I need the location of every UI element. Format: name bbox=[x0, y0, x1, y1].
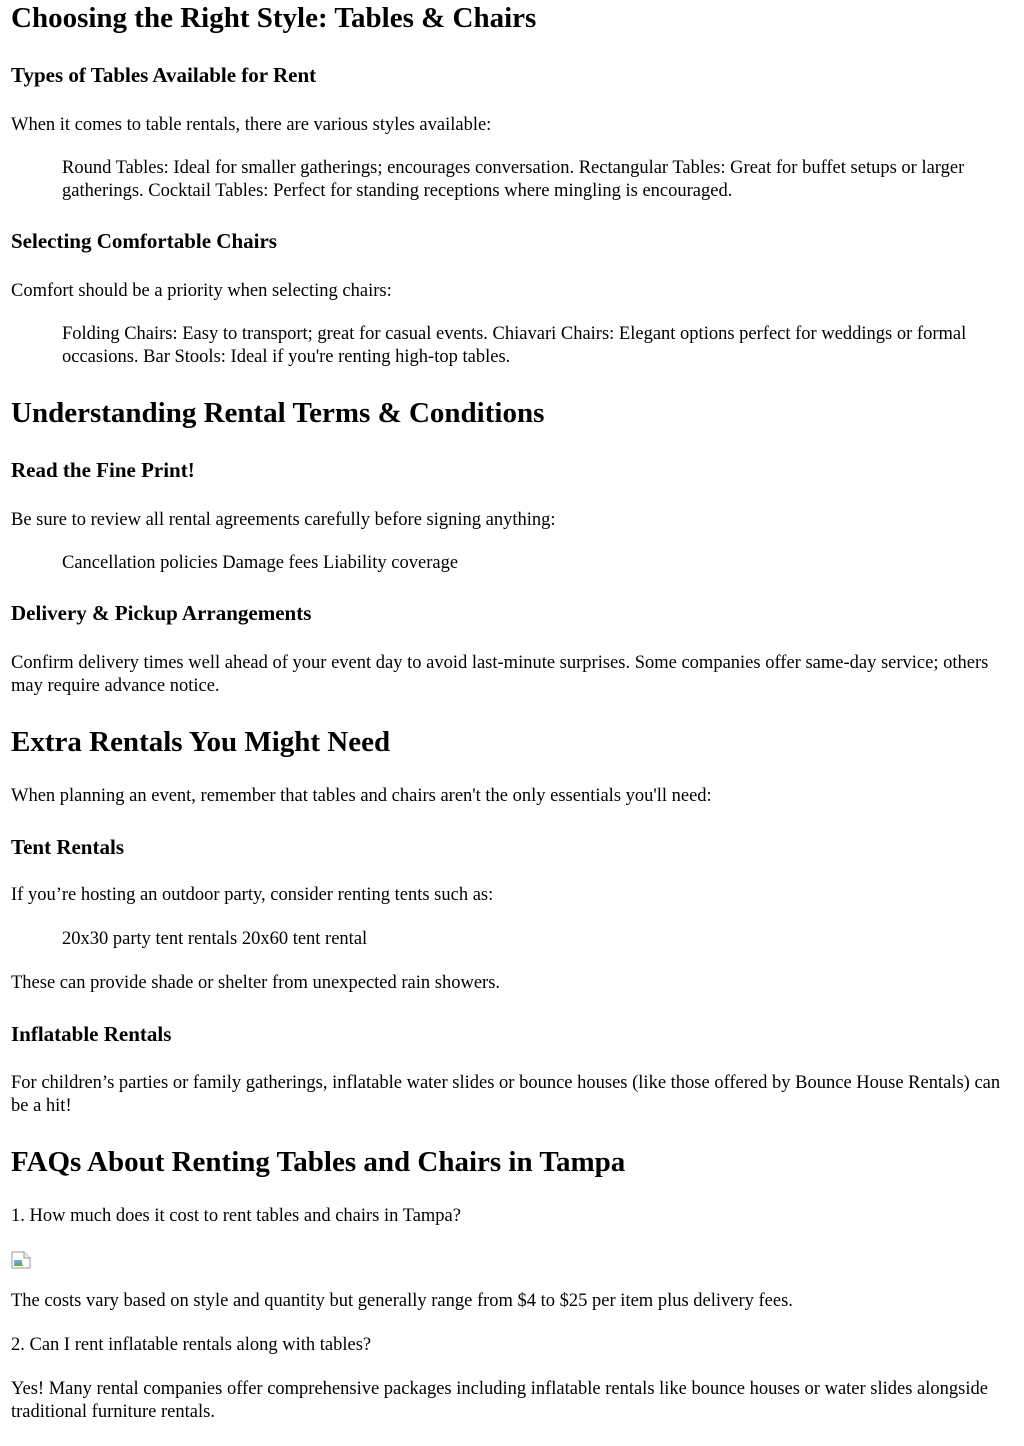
section-heading-extra-rentals: Extra Rentals You Might Need bbox=[11, 726, 391, 758]
section-heading-faqs: FAQs About Renting Tables and Chairs in Tampa bbox=[11, 1146, 626, 1178]
subheading-delivery-pickup: Delivery & Pickup Arrangements bbox=[11, 601, 312, 625]
tables-intro-text: When it comes to table rentals, there are various styles available: bbox=[11, 115, 492, 135]
tent-outro-text: These can provide shade or shelter from unexpected rain showers. bbox=[11, 973, 501, 993]
extra-rentals-intro-text: When planning an event, remember that tables and chairs aren't the only essentials you'll need: bbox=[11, 786, 712, 806]
subheading-fine-print: Read the Fine Print! bbox=[11, 458, 195, 482]
section-heading-rental-terms: Understanding Rental Terms & Conditions bbox=[11, 397, 545, 429]
fine-print-intro-text: Be sure to review all rental agreements carefully before signing anything: bbox=[11, 510, 556, 530]
broken-image-icon bbox=[11, 1251, 31, 1269]
faq-question-2: 2. Can I rent inflatable rentals along with tables? bbox=[11, 1335, 372, 1355]
tables-list-text: Round Tables: Ideal for smaller gatherings; encourages conversation. Rectangular Tables: Great for buffet setups or larger gatherings. Cocktail Tables: Perfect for standing receptions where mingling is encouraged. bbox=[62, 158, 965, 201]
tent-intro-text: If you’re hosting an outdoor party, consider renting tents such as: bbox=[11, 885, 494, 905]
section-heading-choosing-style: Choosing the Right Style: Tables & Chairs bbox=[11, 2, 537, 34]
subheading-comfortable-chairs: Selecting Comfortable Chairs bbox=[11, 229, 277, 253]
faq-answer-2: Yes! Many rental companies offer comprehensive packages including inflatable rentals like bounce houses or water slides alongside traditional furniture rentals. bbox=[11, 1379, 988, 1422]
chairs-list-text: Folding Chairs: Easy to transport; great for casual events. Chiavari Chairs: Elegant options perfect for weddings or formal occasions. Bar Stools: Ideal if you're renting high-top tables. bbox=[62, 324, 967, 367]
subheading-tent-rentals: Tent Rentals bbox=[11, 835, 124, 859]
faq-question-1: 1. How much does it cost to rent tables and chairs in Tampa? bbox=[11, 1206, 461, 1226]
subheading-inflatable-rentals: Inflatable Rentals bbox=[11, 1022, 172, 1046]
tent-list-text: 20x30 party tent rentals 20x60 tent rental bbox=[62, 929, 368, 949]
chairs-intro-text: Comfort should be a priority when selecting chairs: bbox=[11, 281, 392, 301]
delivery-body-text: Confirm delivery times well ahead of your event day to avoid last-minute surprises. Some companies offer same-day service; others may require advance notice. bbox=[11, 653, 989, 696]
inflatable-body-text: For children’s parties or family gatherings, inflatable water slides or bounce houses (like those offered by Bounce House Rentals) can be a hit! bbox=[11, 1073, 1001, 1116]
fine-print-list-text: Cancellation policies Damage fees Liability coverage bbox=[62, 553, 459, 573]
subheading-types-of-tables: Types of Tables Available for Rent bbox=[11, 63, 317, 87]
faq-answer-1: The costs vary based on style and quantity but generally range from $4 to $25 per item plus delivery fees. bbox=[11, 1291, 793, 1311]
